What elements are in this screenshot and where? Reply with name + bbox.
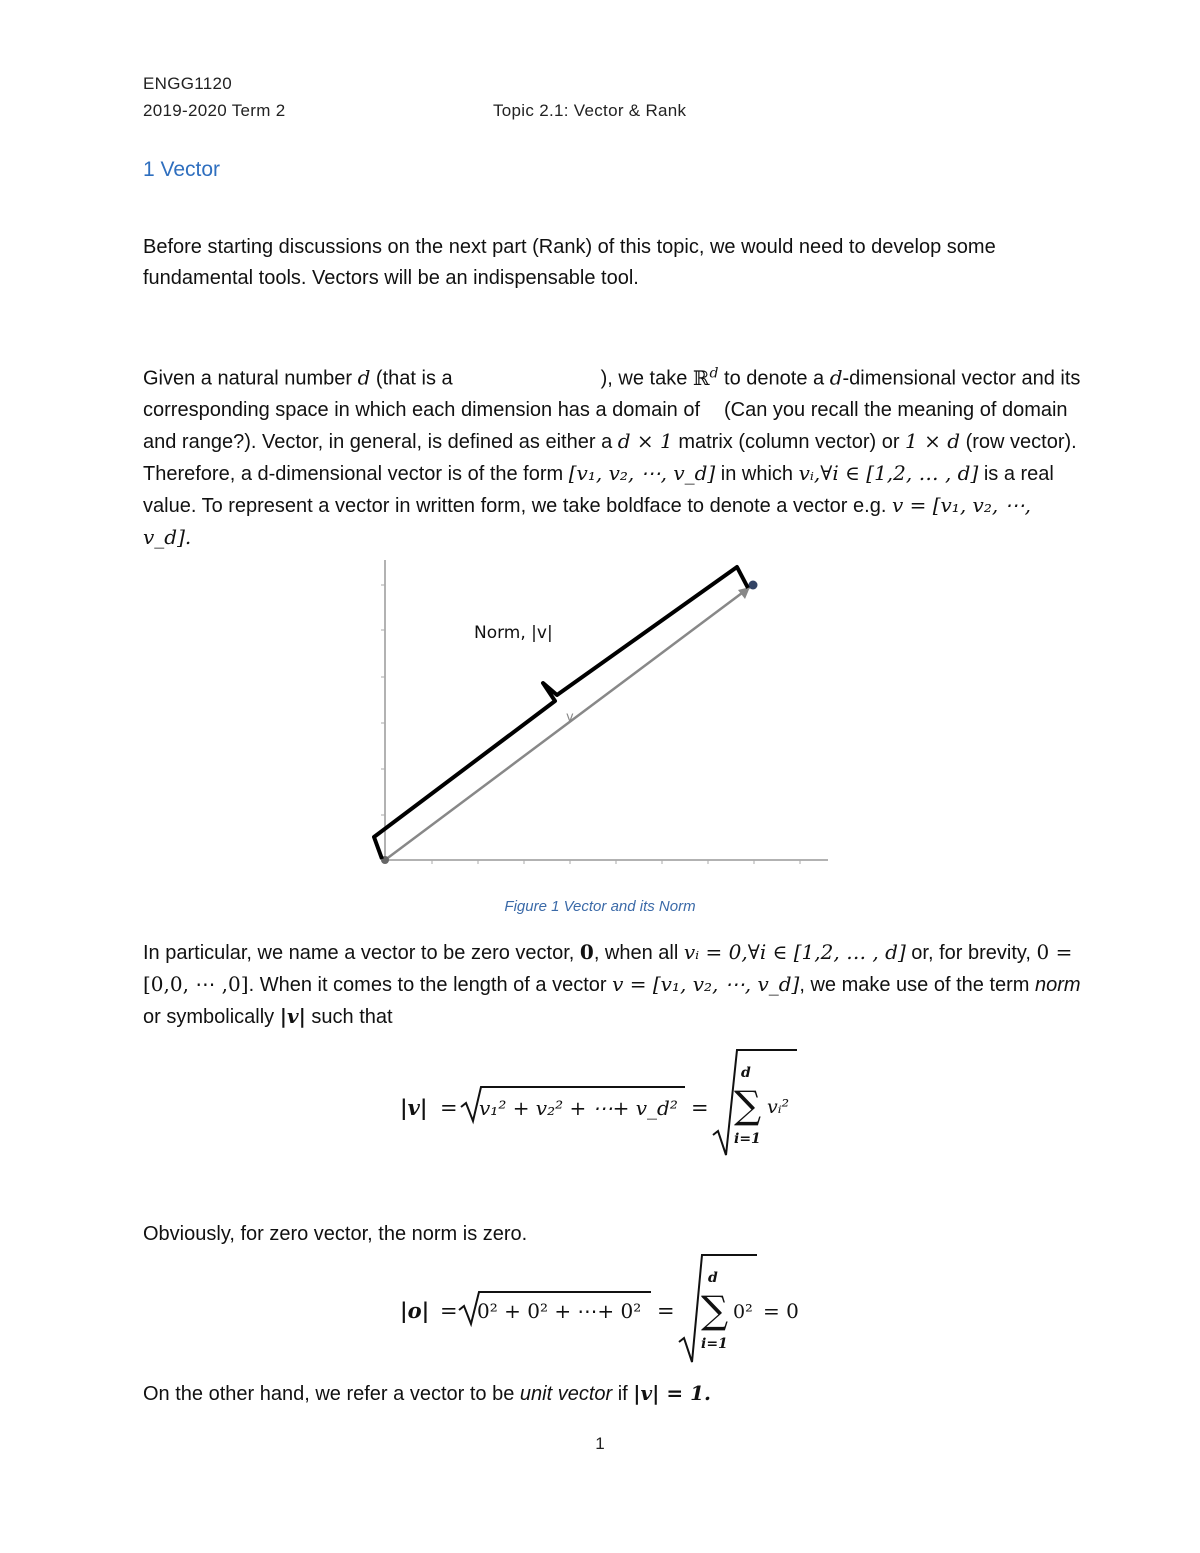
zero-vector-paragraph xyxy=(143,937,1083,1033)
def-text-9: in which xyxy=(715,462,799,485)
math-d: d xyxy=(357,365,371,390)
zero-text-7: such that xyxy=(305,1006,393,1028)
unit-vector-term: unit vector xyxy=(519,1383,613,1405)
math-zero-bold: 0 xyxy=(579,940,594,964)
math-unit-eq: |v| = 1. xyxy=(633,1381,712,1405)
math-v-eq-2: v = [v₁, v₂, ⋯, v_d] xyxy=(612,972,800,996)
math-norm-v: |v| xyxy=(279,1004,306,1028)
def-text-2: (that is a xyxy=(370,367,453,390)
zero-radicand: 0² + 0² + ⋯+ 0² xyxy=(477,1299,642,1323)
intro-paragraph: Before starting discussions on the next part (Rank) of this topic, we would need to develop some fundamental tools. Vectors will be an indispensable tool. xyxy=(143,236,996,289)
vector-label: v xyxy=(566,710,574,725)
vector-figure xyxy=(360,555,840,875)
math-vi-forall: vᵢ,∀i ∈ [1,2, … , d] xyxy=(798,460,979,485)
math-d-2: d xyxy=(829,365,843,390)
math-1-by-d: 1 × d xyxy=(905,428,961,453)
zero-sum-lower: i=1 xyxy=(701,1336,728,1352)
norm-equation xyxy=(395,1045,815,1165)
term-label: 2019-2020 Term 2 xyxy=(143,101,286,120)
def-text-1: Given a natural number xyxy=(143,367,358,390)
math-d-by-1: d × 1 xyxy=(617,428,673,453)
math-real-space: ℝ$^d$ xyxy=(692,365,719,390)
definition-paragraph xyxy=(143,358,1083,554)
figure-caption: Figure 1 Vector and its Norm xyxy=(504,898,696,915)
sum-upper: d xyxy=(741,1065,751,1081)
zero-sum-symbol: ∑ xyxy=(701,1288,729,1332)
sum-lower: i=1 xyxy=(734,1131,761,1147)
unit-vector-paragraph xyxy=(143,1378,1083,1410)
norm-lhs: |v| xyxy=(400,1095,428,1120)
zero-text-2: , when all xyxy=(593,942,684,964)
zero-norm-equation xyxy=(395,1250,815,1370)
math-zero-eq: 0 = [0,0, ⋯ ,0] xyxy=(143,940,1073,996)
zero-eq-sign-1: = xyxy=(440,1299,458,1323)
def-text-3: ), we take xyxy=(600,367,693,390)
zero-text-6: or symbolically xyxy=(143,1006,280,1028)
zero-result: = 0 xyxy=(763,1299,799,1323)
norm-label: Norm, |v| xyxy=(474,623,553,643)
zero-lhs: |o| xyxy=(400,1298,430,1323)
end-point xyxy=(749,581,758,590)
sum-symbol: ∑ xyxy=(734,1083,762,1127)
zero-sum-upper: d xyxy=(708,1270,718,1286)
section-heading: 1 Vector xyxy=(143,158,221,181)
eq-sign-1: = xyxy=(440,1096,458,1120)
def-text-6: (Can you recall the meaning of domain and range?). Vector, in general, is defined as either a xyxy=(143,398,1068,453)
zero-text-4: . When it comes to the length of a vector xyxy=(248,974,613,996)
zero-text-5: , we make use of the term xyxy=(799,974,1036,996)
norm-brace xyxy=(374,567,748,859)
norm-term: norm xyxy=(1035,974,1081,996)
unit-text-2: if xyxy=(612,1383,634,1405)
page-number: 1 xyxy=(595,1434,605,1453)
unit-text-1: On the other hand, we refer a vector to be xyxy=(143,1383,520,1405)
arrow-head xyxy=(738,587,750,599)
eq-sign-2: = xyxy=(691,1096,709,1120)
axis-ticks xyxy=(381,585,800,864)
def-text-5: -dimensional vector and its corresponding space in which each dimension has a domain of xyxy=(143,367,1081,421)
zero-sum-term: 0² xyxy=(733,1301,753,1323)
zero-text-1: In particular, we name a vector to be zero vector, xyxy=(143,942,580,964)
def-text-10: is a real value. To represent a vector in written form, we take boldface to denote a vector e.g. xyxy=(143,462,1054,517)
norm-radicand: v₁² + v₂² + ⋯+ v_d² xyxy=(479,1096,678,1120)
obvious-paragraph: Obviously, for zero vector, the norm is zero. xyxy=(143,1223,528,1245)
math-v-example: v = [v₁, v₂, ⋯, v_d]. xyxy=(143,492,1031,549)
zero-eq-sign-2: = xyxy=(657,1299,675,1323)
topic-label: Topic 2.1: Vector & Rank xyxy=(493,101,687,120)
math-vi-zero: vᵢ = 0,∀i ∈ [1,2, … , d] xyxy=(683,940,906,964)
def-text-8: (row vector). Therefore, a d-dimensional vector is of the form xyxy=(143,430,1077,485)
def-text-4: to denote a xyxy=(718,367,830,390)
sum-term: vᵢ² xyxy=(767,1096,790,1118)
def-text-7: matrix (column vector) or xyxy=(672,430,906,453)
math-vector-form: [v₁, v₂, ⋯, v_d] xyxy=(568,460,716,485)
zero-text-3: or, for brevity, xyxy=(905,942,1037,964)
course-code: ENGG1120 xyxy=(143,74,233,93)
